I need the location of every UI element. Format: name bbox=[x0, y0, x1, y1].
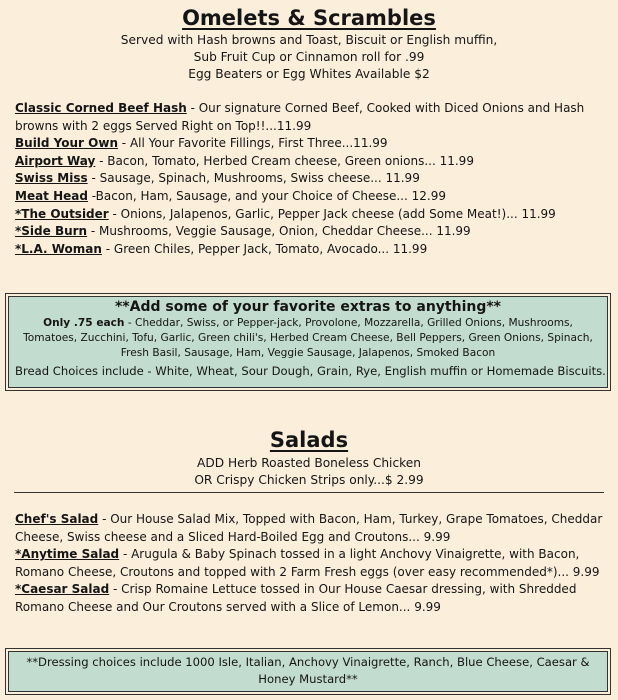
menu-item-desc: - Mushrooms, Veggie Sausage, Onion, Cheddar Cheese... 11.99 bbox=[87, 224, 471, 239]
salads-intro-line: ADD Herb Roasted Boneless Chicken bbox=[196, 456, 421, 470]
menu-item-name: Build Your Own bbox=[15, 136, 118, 151]
menu-item bbox=[15, 223, 615, 241]
menu-item bbox=[15, 581, 615, 616]
menu-item-desc: - Arugula & Baby Spinach tossed in a light Anchovy Vinaigrette, with Bacon, Romano Cheese, Croutons and topped with 2 Farm Fresh eggs (over easy recommended*)... 9.99 bbox=[15, 547, 600, 579]
menu-item bbox=[15, 188, 615, 206]
menu-item-name: *L.A. Woman bbox=[15, 241, 102, 256]
omelets-title: Omelets & Scrambles bbox=[182, 6, 436, 30]
menu-item bbox=[15, 170, 615, 188]
menu-item-name: Meat Head bbox=[15, 188, 88, 203]
menu-item bbox=[15, 206, 615, 224]
dressing-box bbox=[8, 651, 608, 692]
extras-price-label: Only .75 each bbox=[43, 317, 125, 329]
menu-item-name: Chef's Salad bbox=[15, 512, 99, 526]
menu-item bbox=[15, 153, 615, 171]
menu-item bbox=[15, 511, 615, 546]
menu-item-desc: - Sausage, Spinach, Mushrooms, Swiss cheese... 11.99 bbox=[87, 171, 420, 186]
menu-item bbox=[15, 135, 615, 153]
omelets-intro-line: Egg Beaters or Egg Whites Available $2 bbox=[188, 67, 430, 81]
omelets-intro-line: Served with Hash browns and Toast, Biscuit or English muffin, bbox=[120, 33, 498, 47]
menu-item-desc: - All Your Favorite Fillings, First Three...11.99 bbox=[117, 136, 388, 151]
menu-item-name: Swiss Miss bbox=[15, 171, 88, 186]
menu-item bbox=[15, 100, 615, 135]
omelets-intro-line: Sub Fruit Cup or Cinnamon roll for .99 bbox=[193, 50, 425, 64]
extras-items: - Cheddar, Swiss, or Pepper-jack, Provolone, Mozzarella, Grilled Onions, Mushrooms, Tomatoes, Zucchini, Tofu, Garlic, Green chili's, Herbed Cream Cheese, Bell Peppers, Green Onions, Spinach, Fresh Basil, Sausage, Ham, Veggie Sausage, Jalapenos, Smoked Bacon bbox=[23, 317, 593, 360]
menu-item-desc: - Onions, Jalapenos, Garlic, Pepper Jack cheese (add Some Meat!)... 11.99 bbox=[108, 206, 556, 221]
salads-title: Salads bbox=[269, 428, 349, 452]
dressing-choices: **Dressing choices include 1000 Isle, Italian, Anchovy Vinaigrette, Ranch, Blue Cheese, Caesar & Honey Mustard** bbox=[26, 655, 590, 686]
menu-item-name: *Side Burn bbox=[15, 224, 88, 239]
menu-item-desc: - Bacon, Tomato, Herbed Cream cheese, Green onions... 11.99 bbox=[95, 153, 474, 168]
omelets-intro bbox=[0, 32, 618, 83]
salads-divider bbox=[14, 492, 604, 493]
salads-intro bbox=[0, 455, 618, 489]
menu-item-desc: - Crisp Romaine Lettuce tossed in Our House Caesar dressing, with Shredded Romano Cheese and Our Croutons served with a Slice of Lemon... 9.99 bbox=[15, 582, 577, 614]
omelets-list bbox=[15, 100, 615, 258]
menu-item-name: *The Outsider bbox=[15, 206, 109, 221]
extras-list bbox=[15, 316, 601, 362]
bread-choices: Bread Choices include - White, Wheat, Sour Dough, Grain, Rye, English muffin or Homemade Biscuits. bbox=[15, 363, 606, 378]
extras-box bbox=[8, 296, 608, 388]
menu-item-name: Classic Corned Beef Hash bbox=[15, 101, 187, 115]
menu-item bbox=[15, 241, 615, 259]
menu-item-desc: - Green Chiles, Pepper Jack, Tomato, Avocado... 11.99 bbox=[101, 241, 428, 256]
salads-list bbox=[15, 511, 615, 617]
menu-item-desc: - Our signature Corned Beef, Cooked with Diced Onions and Hash browns with 2 eggs Served Right on Top!!...11.99 bbox=[15, 101, 585, 133]
menu-item-desc: -Bacon, Ham, Sausage, and your Choice of Cheese... 12.99 bbox=[87, 188, 446, 203]
extras-title: **Add some of your favorite extras to anything** bbox=[114, 299, 501, 315]
menu-item-name: *Caesar Salad bbox=[15, 582, 110, 597]
menu-item-desc: - Our House Salad Mix, Topped with Bacon, Ham, Turkey, Grape Tomatoes, Cheddar Cheese, Swiss cheese and a Sliced Hard-Boiled Egg and Croutons... 9.99 bbox=[15, 512, 603, 544]
menu-item-name: Airport Way bbox=[15, 153, 96, 168]
menu-item-name: *Anytime Salad bbox=[15, 547, 120, 562]
salads-intro-line: OR Crispy Chicken Strips only...$ 2.99 bbox=[194, 473, 424, 487]
menu-item bbox=[15, 546, 615, 581]
